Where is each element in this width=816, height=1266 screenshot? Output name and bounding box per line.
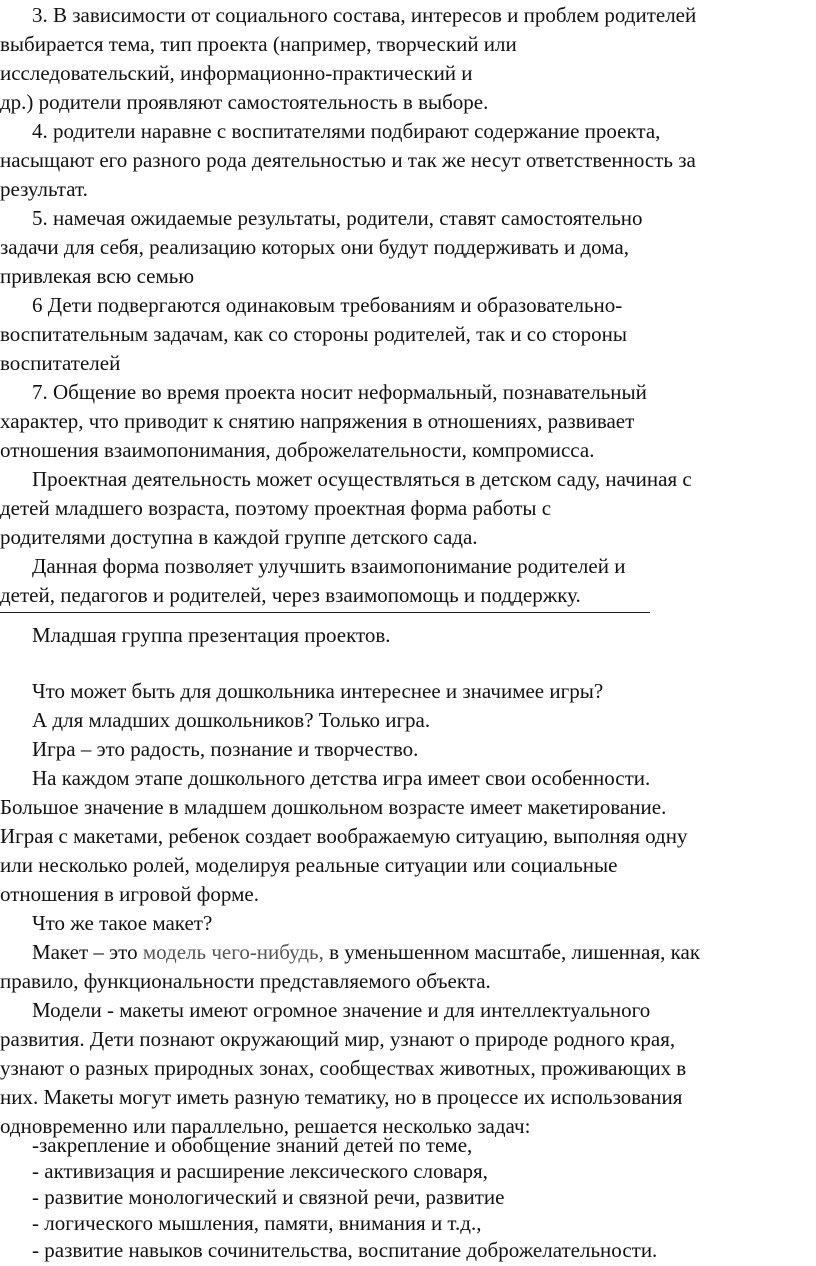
item-3-line-2: выбирается тема, тип проекта (например, творческий или <box>0 32 517 56</box>
item-7-line-1: 7. Общение во время проекта носит неформальный, познавательный <box>32 380 647 404</box>
definition-suffix: в уменьшенном масштабе, лишенная, как <box>323 940 701 964</box>
form-para-line-1: Данная форма позволяет улучшить взаимопонимание родителей и <box>32 554 626 578</box>
item-4-line-1: 4. родители наравне с воспитателями подбирают содержание проекта, <box>32 119 661 143</box>
item-6-line-1: 6 Дети подвергаются одинаковым требованиям и образовательно- <box>32 293 623 317</box>
definition-line-1 <box>32 938 700 966</box>
item-3-line-1: 3. В зависимости от социального состава, интересов и проблем родителей <box>32 3 697 27</box>
section-divider <box>0 612 650 613</box>
definition-line-2: правило, функциональности представляемого объекта. <box>0 969 491 993</box>
task-item: - развитие монологический и связной речи, развитие <box>32 1185 505 1209</box>
item-5-line-1: 5. намечая ожидаемые результаты, родители, ставят самостоятельно <box>32 206 643 230</box>
stage-para-line-4: или несколько ролей, моделируя реальные ситуации или социальные <box>0 853 618 877</box>
question-line-2: А для младших дошкольников? Только игра. <box>32 708 431 732</box>
task-item: - развитие навыков сочинительства, воспитание доброжелательности. <box>32 1238 658 1262</box>
task-item: -закрепление и обобщение знаний детей по теме, <box>32 1133 473 1157</box>
project-para-line-3: родителями доступна в каждой группе детского сада. <box>0 525 478 549</box>
models-para-line-3: узнают о разных природных зонах, сообществах животных, проживающих в <box>0 1056 687 1080</box>
question-line-1: Что может быть для дошкольника интереснее и значимее игры? <box>32 679 604 703</box>
item-7-line-3: отношения взаимопонимания, доброжелательности, компромисса. <box>0 438 595 462</box>
models-para-line-2: развития. Дети познают окружающий мир, узнают о природе родного края, <box>0 1027 676 1051</box>
question-line-3: Игра – это радость, познание и творчество. <box>32 737 419 761</box>
item-3-line-3: исследовательский, информационно-практический и <box>0 61 473 85</box>
models-para-line-4: них. Макеты могут иметь разную тематику, но в процессе их использования <box>0 1085 683 1109</box>
definition-link-text: модель чего-нибудь, <box>142 940 324 964</box>
item-7-line-2: характер, что приводит к снятию напряжения в отношениях, развивает <box>0 409 635 433</box>
stage-para-line-3: Играя с макетами, ребенок создает воображаемую ситуацию, выполняя одну <box>0 824 688 848</box>
item-6-line-2: воспитательным задачам, как со стороны родителей, так и со стороны <box>0 322 627 346</box>
project-para-line-2: детей младшего возраста, поэтому проектная форма работы с <box>0 496 552 520</box>
project-para-line-1: Проектная деятельность может осуществляться в детском саду, начиная с <box>32 467 692 491</box>
item-6-line-3: воспитателей <box>0 351 121 375</box>
definition-prefix: Макет – это <box>32 940 143 964</box>
stage-para-line-5: отношения в игровой форме. <box>0 882 259 906</box>
item-5-line-2: задачи для себя, реализацию которых они будут поддерживать и дома, <box>0 235 629 259</box>
item-4-line-2: насыщают его разного рода деятельностью и так же несут ответственность за <box>0 148 696 172</box>
item-4-line-3: результат. <box>0 177 88 201</box>
item-5-line-3: привлекая всю семью <box>0 264 195 288</box>
stage-para-line-2: Большое значение в младшем дошкольном возрасте имеет макетирование. <box>0 795 667 819</box>
models-para-line-5: одновременно или параллельно, решается несколько задач: <box>0 1114 531 1138</box>
task-item: - активизация и расширение лексического словаря, <box>32 1159 488 1183</box>
item-3-line-4: др.) родители проявляют самостоятельность в выборе. <box>0 90 489 114</box>
models-para-line-1: Модели - макеты имеют огромное значение и для интеллектуального <box>32 998 651 1022</box>
form-para-line-2: детей, педагогов и родителей, через взаимопомощь и поддержку. <box>0 583 581 607</box>
task-item: - логического мышления, памяти, внимания и т.д., <box>32 1211 482 1235</box>
model-question: Что же такое макет? <box>32 911 213 935</box>
section-heading: Младшая группа презентация проектов. <box>32 623 391 647</box>
stage-para-line-1: На каждом этапе дошкольного детства игра имеет свои особенности. <box>32 766 651 790</box>
